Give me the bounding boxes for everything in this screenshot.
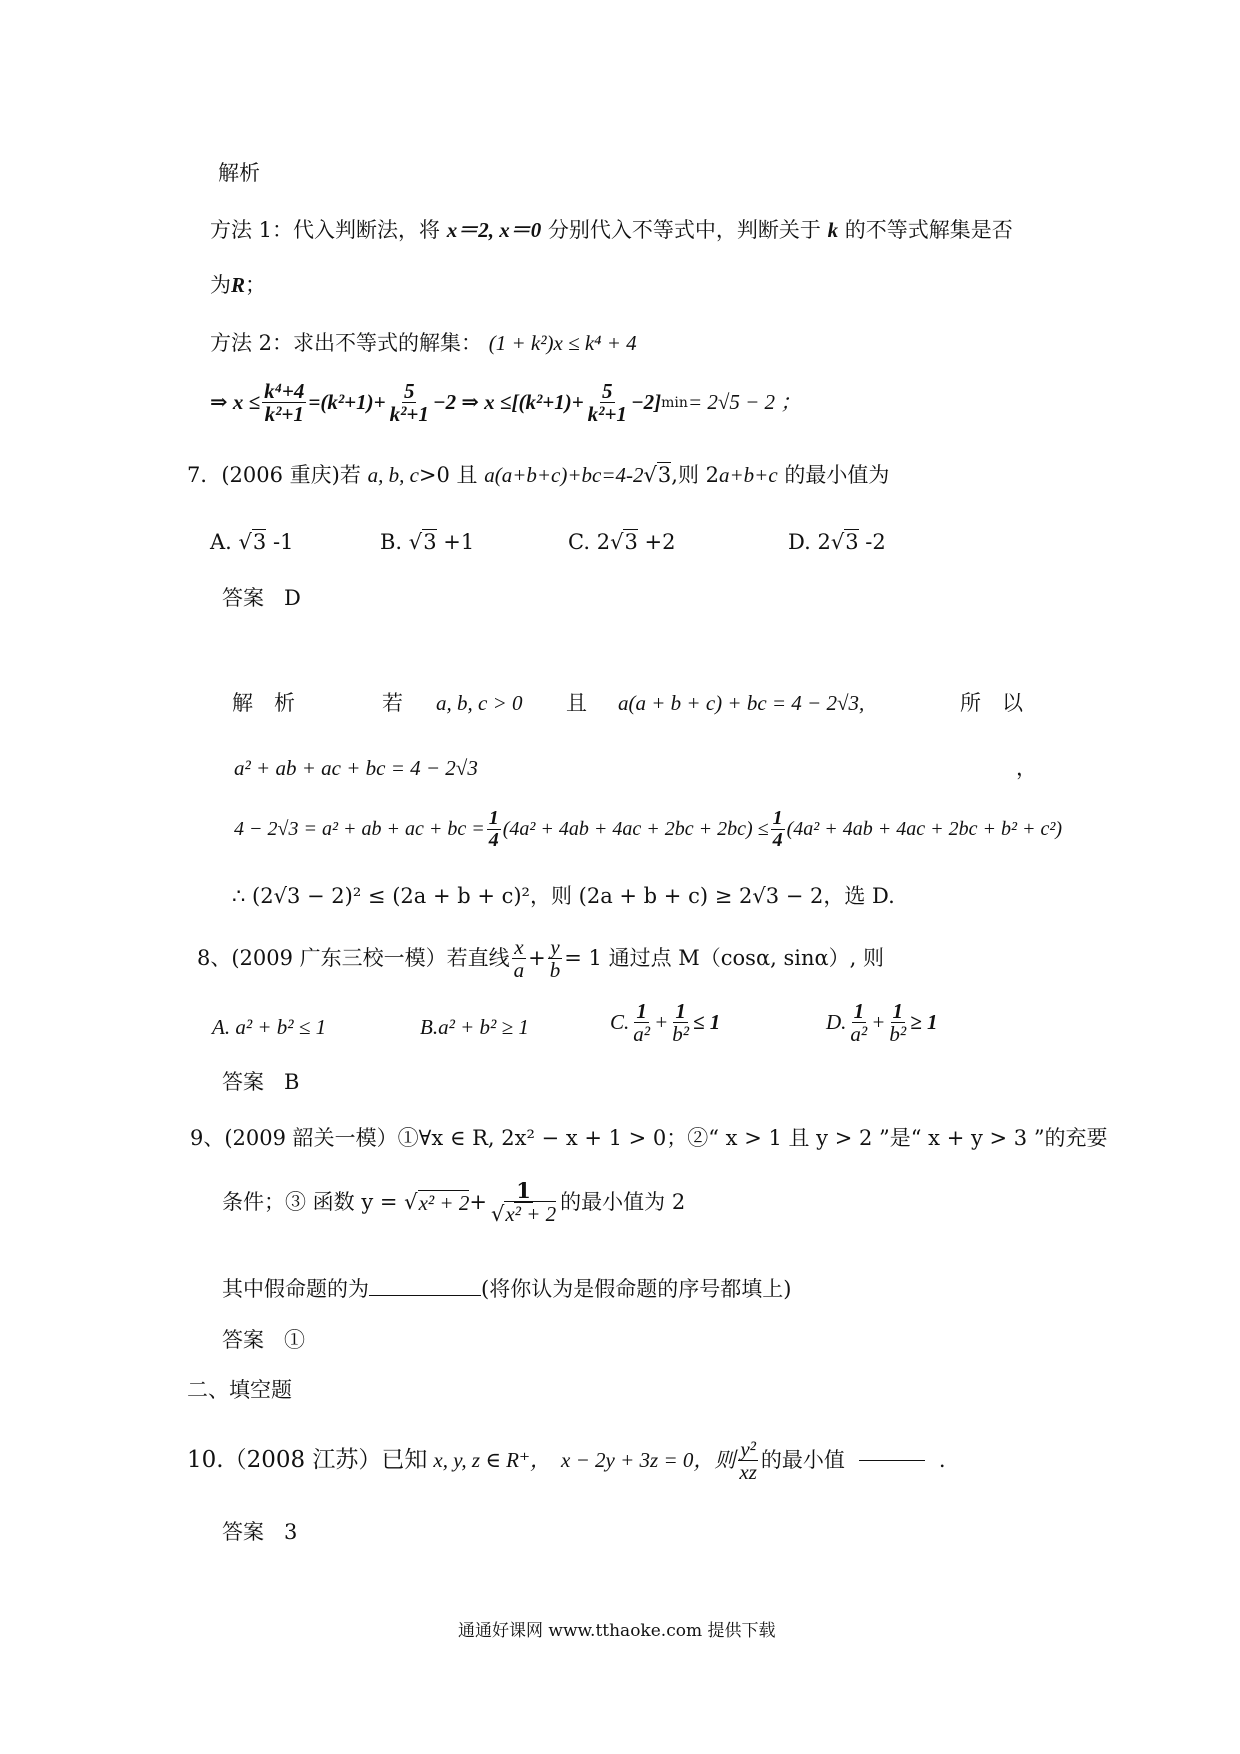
q8-option-d-frac2 (887, 1000, 908, 1045)
q10-answer-blank[interactable] (859, 1460, 925, 1461)
q9-answer (222, 1328, 305, 1352)
q9-sqrt1: x² + 2 (418, 1190, 470, 1215)
q7-solution-b: 若 (382, 691, 403, 715)
q10-answer-value: 3 (284, 1520, 298, 1544)
method1-text-a: 方法 1：代入判断法，将 (210, 218, 441, 242)
q7-sol3-c: (4a² + 4ab + 4ac + 2bc + b² + c²) (786, 818, 1063, 840)
q8-option-d: D. $\frac{1}{\text{a²}}$ + $\frac{1}{\text{b²}}$ ≥ 1 (826, 999, 938, 1047)
m2-part3: −2 ⇒ x ≤[(k²+1)+ (432, 390, 584, 415)
q9-frac: $\frac{1}{\text{√x² + 2}}$ (490, 1178, 557, 1227)
method1-text-b: 分别代入不等式中，判断关于 (547, 218, 821, 242)
q10-frac-den: xz (739, 1460, 757, 1485)
m2-min: min (661, 394, 688, 411)
q7-stem: 7．(2006 重庆)若 a, b, c>0 且 a(a+b+c)+bc=4-2√3,则 2a+b+c 的最小值为 (187, 463, 890, 487)
q7-option-c-label: C. (568, 530, 590, 554)
q7-option-d: D. 2√3 -2 (788, 530, 886, 554)
q7-option-d-post: -2 (858, 530, 886, 554)
m2-part4: −2] (630, 390, 662, 415)
q7-option-c-pre: 2 (596, 530, 611, 554)
q7-option-d-sqrt: 3 (845, 530, 859, 554)
q7-solution-f: 所 以 (960, 691, 1023, 715)
q8-stem (197, 936, 884, 981)
q7-solution-line2-end: ， (1016, 756, 1037, 780)
m2-frac1-num: k⁴+4 (264, 379, 305, 403)
q8-option-a: A. a² + b² ≤ 1 (212, 1015, 327, 1039)
q7-sqrt: 3 (657, 463, 672, 487)
q10-frac (737, 1438, 759, 1483)
q8-frac1-num: x (514, 935, 524, 959)
q10-stem-b: x, y, z ∈ R⁺， (433, 1448, 552, 1473)
q9-plus: + (469, 1190, 487, 1215)
q7-option-a-post: -1 (266, 530, 294, 554)
q7-answer (222, 586, 301, 610)
q9-stem-a: 9、(2009 韶关一模）①∀x ∈ R, 2x² − x + 1 > 0；②“ x > 1 且 y > 2 ”是“ x + y > 3 ”的充要 (190, 1126, 1108, 1150)
q8-d-rel: ≥ 1 (910, 1010, 938, 1035)
m2-part1: ⇒ x ≤ (210, 390, 261, 415)
q8-c-num1: 1 (636, 999, 647, 1023)
q8-answer-label: 答案 (222, 1070, 264, 1094)
q7-stem-b: >0 且 (418, 463, 478, 487)
method1-R: R (231, 273, 246, 297)
q7-option-c: C. 2√3 +2 (568, 530, 676, 554)
q10-stem-e: . (938, 1448, 946, 1473)
q8-option-d-label: D. (826, 1010, 847, 1035)
q7-solution-a: 解 析 (232, 691, 295, 715)
q7-option-a-label: A. (210, 530, 232, 554)
q10-frac-num: y² (740, 1437, 756, 1461)
q7-option-c-post: +2 (637, 530, 676, 554)
q7-option-b-post: +1 (436, 530, 475, 554)
method2-text: 方法 2：求出不等式的解集： (210, 331, 483, 355)
q8-d-num1: 1 (853, 999, 865, 1023)
q7-solution-line4: ∴ (2√3 − 2)² ≤ (2a + b + c)²，则 (2a + b + c) ≥ 2√3 − 2，选 D. (232, 884, 895, 908)
q7-expr: a(a+b+c)+bc=4-2 (484, 463, 644, 487)
q7-option-d-pre: 2 (817, 530, 831, 554)
q8-d-num2: 1 (892, 999, 904, 1023)
q8-c-den1: a² (633, 1022, 651, 1047)
q8-c-num2: 1 (675, 999, 686, 1023)
q7-solution-line2: a² + ab + ac + bc = 4 − 2√3 (234, 756, 478, 780)
q7-solution-e: a(a + b + c) + bc = 4 − 2√3, (618, 691, 865, 715)
q10-stem-c: x − 2y + 3z = 0，则 (561, 1448, 736, 1473)
m2-frac1 (262, 380, 306, 425)
q8-stem-b: = 1 通过点 M（cosα, sinα）, 则 (564, 946, 885, 971)
q10-stem (187, 1438, 946, 1483)
q7-answer-label: 答案 (222, 586, 264, 610)
method1-k: k (827, 218, 839, 242)
method1-text-c: 的不等式解集是否 (844, 218, 1013, 242)
q7-vars: a, b, c (367, 463, 419, 487)
m2-frac3-num: 5 (602, 379, 613, 403)
q9-answer-label: 答案 (222, 1328, 264, 1352)
m2-frac3 (586, 380, 629, 425)
q8-option-c-frac2 (670, 1000, 691, 1045)
m2-part5: = 2√5 − 2 ； (687, 390, 802, 415)
method2-line (210, 331, 637, 355)
m2-frac1-den: k²+1 (264, 402, 304, 427)
q7-sol3-frac1-num: 1 (488, 807, 499, 829)
method1-line (210, 218, 1013, 242)
q7-sol3-frac1-den: 4 (488, 829, 499, 851)
q7-solution-c: a, b, c > 0 (436, 691, 523, 715)
q7-sol3-frac1 (487, 808, 501, 851)
m2-part2: =(k²+1)+ (308, 390, 386, 415)
q9-stem-d-text: 其中假命题的为 (222, 1277, 369, 1301)
m2-frac3-den: k²+1 (587, 402, 627, 427)
q7-expr2: a+b+c (719, 463, 778, 487)
q8-option-d-frac1 (848, 1000, 869, 1045)
method1-text-e: ； (245, 273, 267, 297)
q7-solution-d: 且 (566, 691, 587, 715)
method1-expr: x＝2, x＝0 (446, 218, 542, 242)
analysis-title: 解析 (218, 161, 260, 185)
q10-stem-a: 10.（2008 江苏）已知 (187, 1447, 428, 1474)
m2-frac2-num: 5 (403, 379, 415, 403)
q8-answer-value: B (284, 1070, 300, 1094)
q8-option-c-frac1 (631, 1000, 652, 1045)
q7-option-c-sqrt: 3 (624, 530, 638, 554)
q7-sol3-frac2 (771, 808, 785, 851)
footer-text: 通通好课网 www.tthaoke.com 提供下载 (458, 1621, 776, 1641)
q9-stem-c: 的最小值为 2 (560, 1190, 686, 1215)
q9-stem-b-text: 条件；③ 函数 y = (222, 1190, 398, 1215)
q10-stem-d: 的最小值 (760, 1448, 845, 1473)
q8-option-c-label: C. (610, 1010, 630, 1035)
q9-answer-value: ① (284, 1328, 306, 1352)
q8-d-den1: a² (850, 1022, 868, 1047)
q7-stem-c: ,则 2 (671, 463, 720, 487)
q8-plus: + (528, 946, 546, 971)
q7-stem-d: 的最小值为 (784, 463, 890, 487)
q10-answer (222, 1520, 297, 1544)
q8-frac2-den: b (549, 958, 561, 983)
q8-option-b: B.a² + b² ≥ 1 (420, 1015, 529, 1039)
q7-option-b: B. √3 +1 (380, 530, 475, 554)
method2-expr: (1 + k²)x ≤ k⁴ + 4 (488, 331, 637, 355)
q8-c-rel: ≤ 1 (693, 1010, 721, 1035)
q7-sol3-a: 4 − 2√3 = a² + ab + ac + bc = (234, 818, 485, 840)
q7-sol3-b: (4a² + 4ab + 4ac + 2bc + 2bc) ≤ (502, 818, 769, 840)
m2-frac2 (388, 380, 431, 425)
q7-option-b-label: B. (380, 530, 403, 554)
q9-frac-num: 1 (516, 1178, 531, 1203)
q7-answer-value: D (284, 586, 301, 610)
q10-answer-label: 答案 (222, 1520, 264, 1544)
q8-frac-y-b (548, 936, 563, 981)
method2-derivation (210, 380, 801, 425)
q9-stem-d (222, 1277, 791, 1301)
q7-solution-line3 (234, 808, 1062, 851)
q7-sol3-frac2-num: 1 (772, 807, 783, 829)
q8-stem-a: 8、(2009 广东三校一模）若直线 (197, 946, 510, 971)
q7-option-d-label: D. (788, 530, 811, 554)
q7-option-a-sqrt: 3 (252, 530, 267, 554)
q8-frac-x-a (512, 936, 527, 981)
q7-stem-a: 7．(2006 重庆)若 (187, 463, 361, 487)
section-title-fill-blank: 二、填空题 (187, 1378, 292, 1402)
q8-frac2-num: y (550, 935, 560, 959)
q9-stem-e-text: (将你认为是假命题的序号都填上) (481, 1277, 792, 1301)
q8-d-den2: b² (889, 1022, 907, 1047)
method1-text-d: 为 (210, 273, 231, 297)
q8-answer (222, 1070, 299, 1094)
q9-answer-blank[interactable] (369, 1295, 481, 1296)
q7-option-b-sqrt: 3 (423, 530, 437, 554)
q9-stem-b: 条件；③ 函数 y = √ x² + 2 + $\frac{1}{\text{√x² + 2}}$ 的最小值为 2 (222, 1178, 686, 1227)
q9-frac-den: x² + 2 (505, 1202, 557, 1227)
q8-option-c: C. $\frac{1}{\text{a²}}$ + $\frac{1}{\text{b²}}$ ≤ 1 (610, 999, 721, 1047)
q7-option-a: A. √3 -1 (210, 530, 294, 554)
method1-line-cont (210, 273, 266, 297)
q7-sol3-frac2-den: 4 (772, 829, 783, 851)
m2-frac2-den: k²+1 (389, 402, 429, 427)
q8-frac1-den: a (513, 958, 525, 983)
q8-c-den2: b² (672, 1022, 690, 1047)
